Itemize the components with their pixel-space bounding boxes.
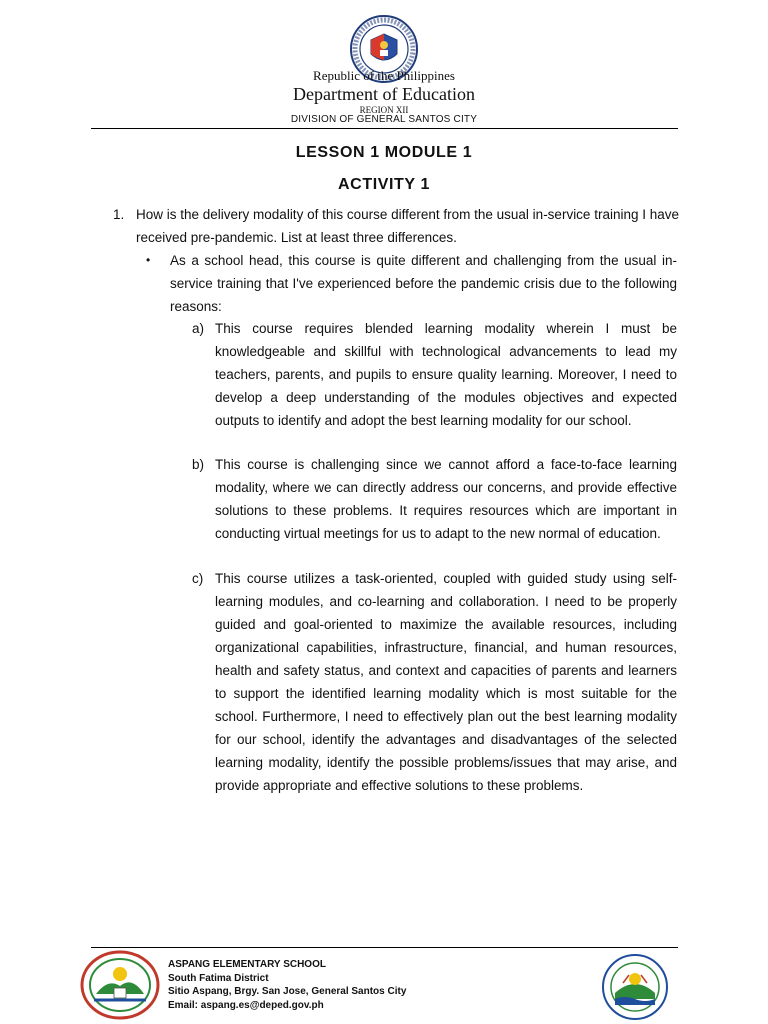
bullet-icon: • bbox=[146, 253, 151, 267]
footer-school-name: ASPANG ELEMENTARY SCHOOL bbox=[168, 959, 326, 970]
republic-heading: Republic of the Philippines bbox=[313, 68, 455, 83]
footer-address: Sitio Aspang, Brgy. San Jose, General Santos City bbox=[168, 986, 407, 997]
department-heading: Department of Education bbox=[293, 84, 475, 104]
header-divider bbox=[91, 128, 678, 129]
footer-divider bbox=[91, 947, 678, 948]
item-text-a: This course requires blended learning modality wherein I must be knowledgeable and skillful with technological advancements to lead my teachers, parents, and pupils to ensure quality learning. Moreover, I need to develop a deep understanding of the modules objectives and expected outputs to identify and adopt the best learning modality for our school. bbox=[215, 321, 677, 428]
item-label-b: b) bbox=[192, 457, 205, 472]
footer-email: Email: aspang.es@deped.gov.ph bbox=[168, 999, 324, 1011]
footer-school-info bbox=[168, 958, 406, 1012]
school-logo-icon bbox=[80, 950, 160, 1020]
division-seal-icon bbox=[601, 953, 669, 1021]
item-label-c: c) bbox=[192, 571, 204, 586]
lesson-title: LESSON 1 MODULE 1 bbox=[295, 144, 473, 161]
region-label: REGION XII bbox=[359, 105, 409, 115]
item-text-b: This course is challenging since we cannot afford a face-to-face learning modality, where we can directly address our concerns, and provide effective solutions to these problems. It requires resources which are important in conducting virtual meetings for us to adapt to the new normal of education. bbox=[215, 457, 677, 541]
item-text-c: This course utilizes a task-oriented, coupled with guided study using self-learning modules, and co-learning and collaboration. I need to be properly guided and goal-oriented to maximize the available resources, including organizational capabilities, infrastructure, financial, and human resources, health and safety status, and context and capacities of parents and learners to support the identified learning modality which is most suitable for the school. Furthermore, I need to effectively plan out the best learning modality for our school, identify the advantages and disadvantages of the selected learning modality, identify the possible problems/issues that may arise, and provide appropriate and effective solutions to these problems. bbox=[215, 571, 677, 793]
division-label: DIVISION OF GENERAL SANTOS CITY bbox=[290, 114, 478, 125]
footer-district: South Fatima District bbox=[168, 972, 269, 984]
answer-intro: As a school head, this course is quite different and challenging from the usual in-service training that I've experienced before the pandemic crisis due to the following reasons: bbox=[170, 253, 677, 314]
activity-title: ACTIVITY 1 bbox=[338, 176, 430, 193]
question-text: How is the delivery modality of this course different from the usual in-service training I have received pre-pandemic. List at least three differences. bbox=[136, 207, 679, 245]
question-number: 1. bbox=[113, 207, 125, 222]
item-label-a: a) bbox=[192, 321, 205, 336]
